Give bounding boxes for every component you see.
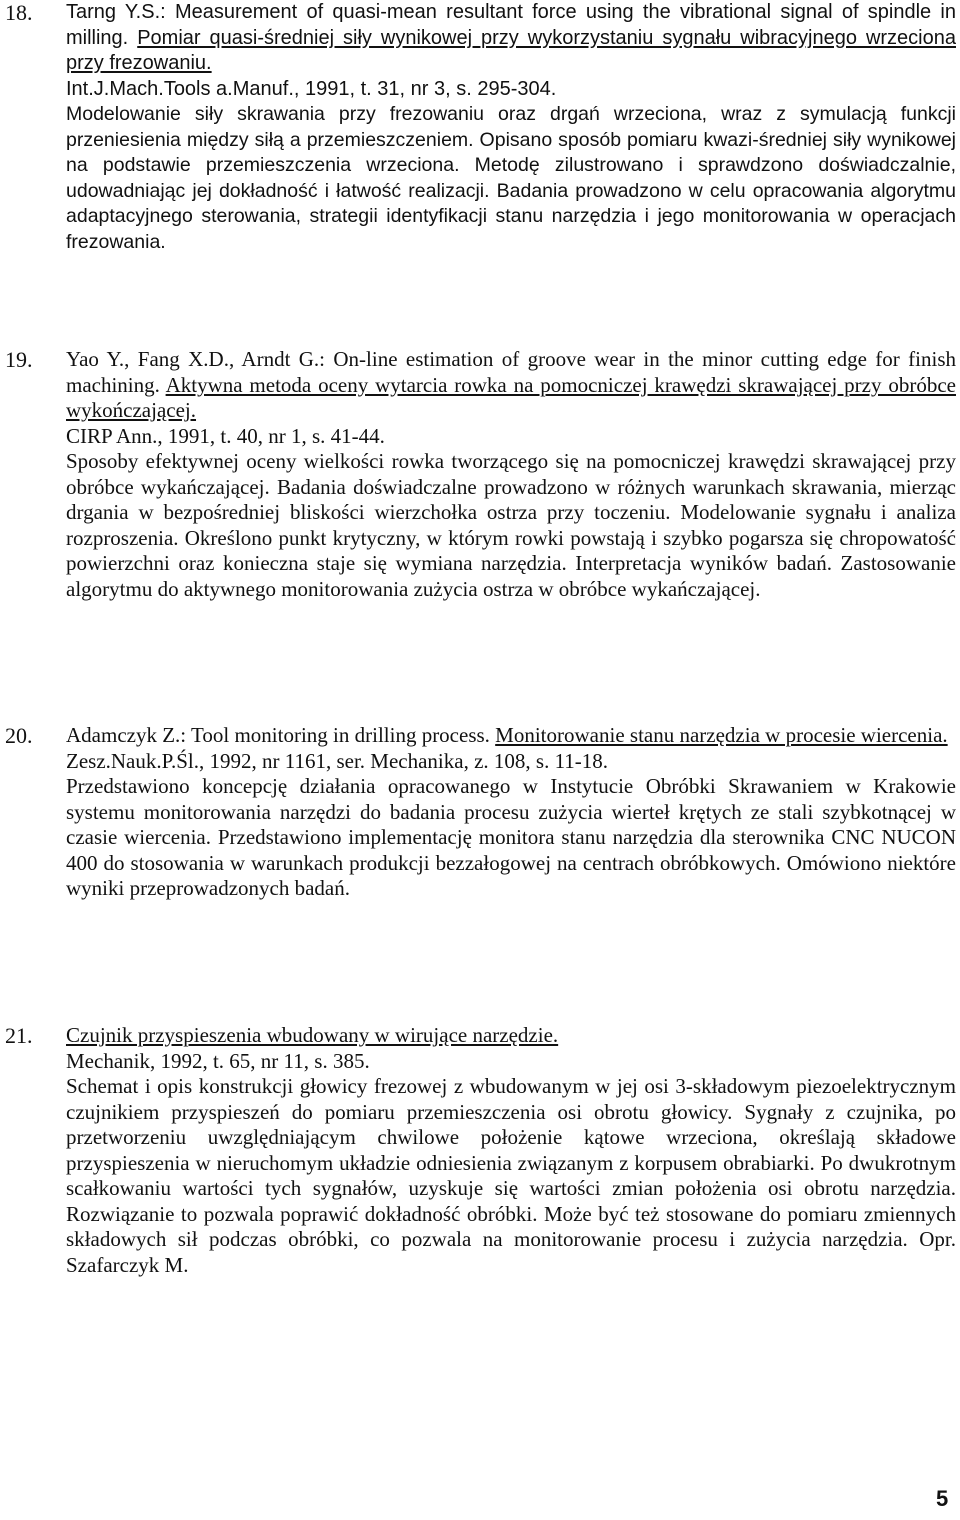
entry-title-pl: Monitorowanie stanu narzędzia w procesie wiercenia. xyxy=(495,723,948,747)
entry-title-pl: Pomiar quasi-średniej siły wynikowej przy wykorzystaniu sygnału wibracyjnego wrzeciona przy frezowaniu. xyxy=(66,26,956,74)
entry-title-en: Tool monitoring in drilling process. xyxy=(191,723,496,747)
entry-source: CIRP Ann., 1991, t. 40, nr 1, s. 41-44. xyxy=(66,423,385,448)
entry-title-en: Measurement of quasi-mean resultant force using the vibrational signal of spindle in milling. xyxy=(66,1,956,49)
entry-title-pl: Czujnik przyspieszenia wbudowany w wirujące narzędzie. xyxy=(66,1023,559,1047)
entry-authors: Tarng Y.S.: xyxy=(66,1,175,23)
entry-reference xyxy=(66,723,956,749)
entry-reference xyxy=(66,0,956,77)
entry-reference xyxy=(66,347,956,424)
entry-body xyxy=(66,723,956,902)
entry-body xyxy=(66,347,956,602)
entry-body xyxy=(66,1023,956,1278)
entry-abstract: Schemat i opis konstrukcji głowicy frezowej z wbudowanym w jej osi 3-składowym piezoelektrycznym czujnikiem przyspieszeń do pomiaru przemieszczenia osi obrotu głowicy. Sygnały z czujnika, po przetworzeniu uwzględniającym chwilowe położenie kątowe wrzeciona, określają składowe przyspieszenia w nieruchomym układzie odniesienia związanym z korpusem obrabiarki. Po dwukrotnym scałkowaniu wartości tych sygnałów, uzyskuje się wartości zmian położenia osi obrotu narzędzia. Rozwiązanie to pozwala poprawić dokładność obróbki. Może być też stosowane do pomiaru zmiennych składowych sił podczas obróbki, co pozwala na monitorowanie procesu i zużycia narzędzia. Opr. Szafarczyk M. xyxy=(66,1074,956,1277)
entry-body xyxy=(66,0,956,255)
entry-title-en: On-line estimation of groove wear in the minor cutting edge for finish machining. xyxy=(66,347,956,397)
entry-authors: Adamczyk Z.: xyxy=(66,723,191,747)
entry-number: 21. xyxy=(5,1023,33,1048)
entry-source: Int.J.Mach.Tools a.Manuf., 1991, t. 31, nr 3, s. 295-304. xyxy=(66,77,557,100)
entry-number: 19. xyxy=(5,347,33,372)
entry-authors: Yao Y., Fang X.D., Arndt G.: xyxy=(66,347,334,371)
entry-source: Mechanik, 1992, t. 65, nr 11, s. 385. xyxy=(66,1048,370,1073)
entry-title-pl: Aktywna metoda oceny wytarcia rowka na pomocniczej krawędzi skrawającej przy obróbce wykończającej. xyxy=(66,372,956,422)
page-number: 5 xyxy=(936,1486,949,1511)
entry-abstract: Przedstawiono koncepcję działania opracowanego w Instytucie Obróbki Skrawaniem w Krakowie systemu monitorowania narzędzi do badania procesu zużycia wierteł krętych ze stali szybkotnącej w czasie wiercenia. Przedstawiono implementację monitora stanu narzędzia dla sterownika CNC NUCON 400 do stosowania w warunkach produkcji bezzałogowej na centrach obróbkowych. Omówiono niektóre wyniki przeprowadzonych badań. xyxy=(66,774,956,900)
entry-source: Zesz.Nauk.P.Śl., 1992, nr 1161, ser. Mechanika, z. 108, s. 11-18. xyxy=(66,748,609,773)
entry-abstract: Modelowanie siły skrawania przy frezowaniu oraz drgań wrzeciona, wraz z symulacją funkcji przeniesienia między siłą a przemieszczeniem. Opisano sposób pomiaru kwazi-średniej siły wynikowej na podstawie przemieszczenia wrzeciona. Metodę zilustrowano i sprawdzono doświadczalnie, udowadniając jej dokładność i łatwość realizacji. Badania prowadzono w celu opracowania algorytmu adaptacyjnego sterowania, strategii identyfikacji stanu narzędzia i jego monitorowania w operacjach frezowania. xyxy=(66,103,956,253)
entry-number: 18. xyxy=(5,0,33,25)
entry-abstract: Sposoby efektywnej oceny wielkości rowka tworzącego się na pomocniczej krawędzi skrawającej przy obróbce wykańczającej. Badania doświadczalne prowadzono w różnych warunkach skrawania, mierząc drgania w bezpośredniej bliskości wierzchołka ostrza przy toczeniu. Modelowanie sygnału i analiza rozproszenia. Określono punkt krytyczny, w którym rowki powstają i szybko pogarsza się chropowatość powierzchni oraz konieczna staje się wymiana narzędzia. Interpretacja wyników badań. Zastosowanie algorytmu do aktywnego monitorowania zużycia ostrza w obróbce wykańczającej. xyxy=(66,449,956,601)
entry-number: 20. xyxy=(5,723,33,748)
